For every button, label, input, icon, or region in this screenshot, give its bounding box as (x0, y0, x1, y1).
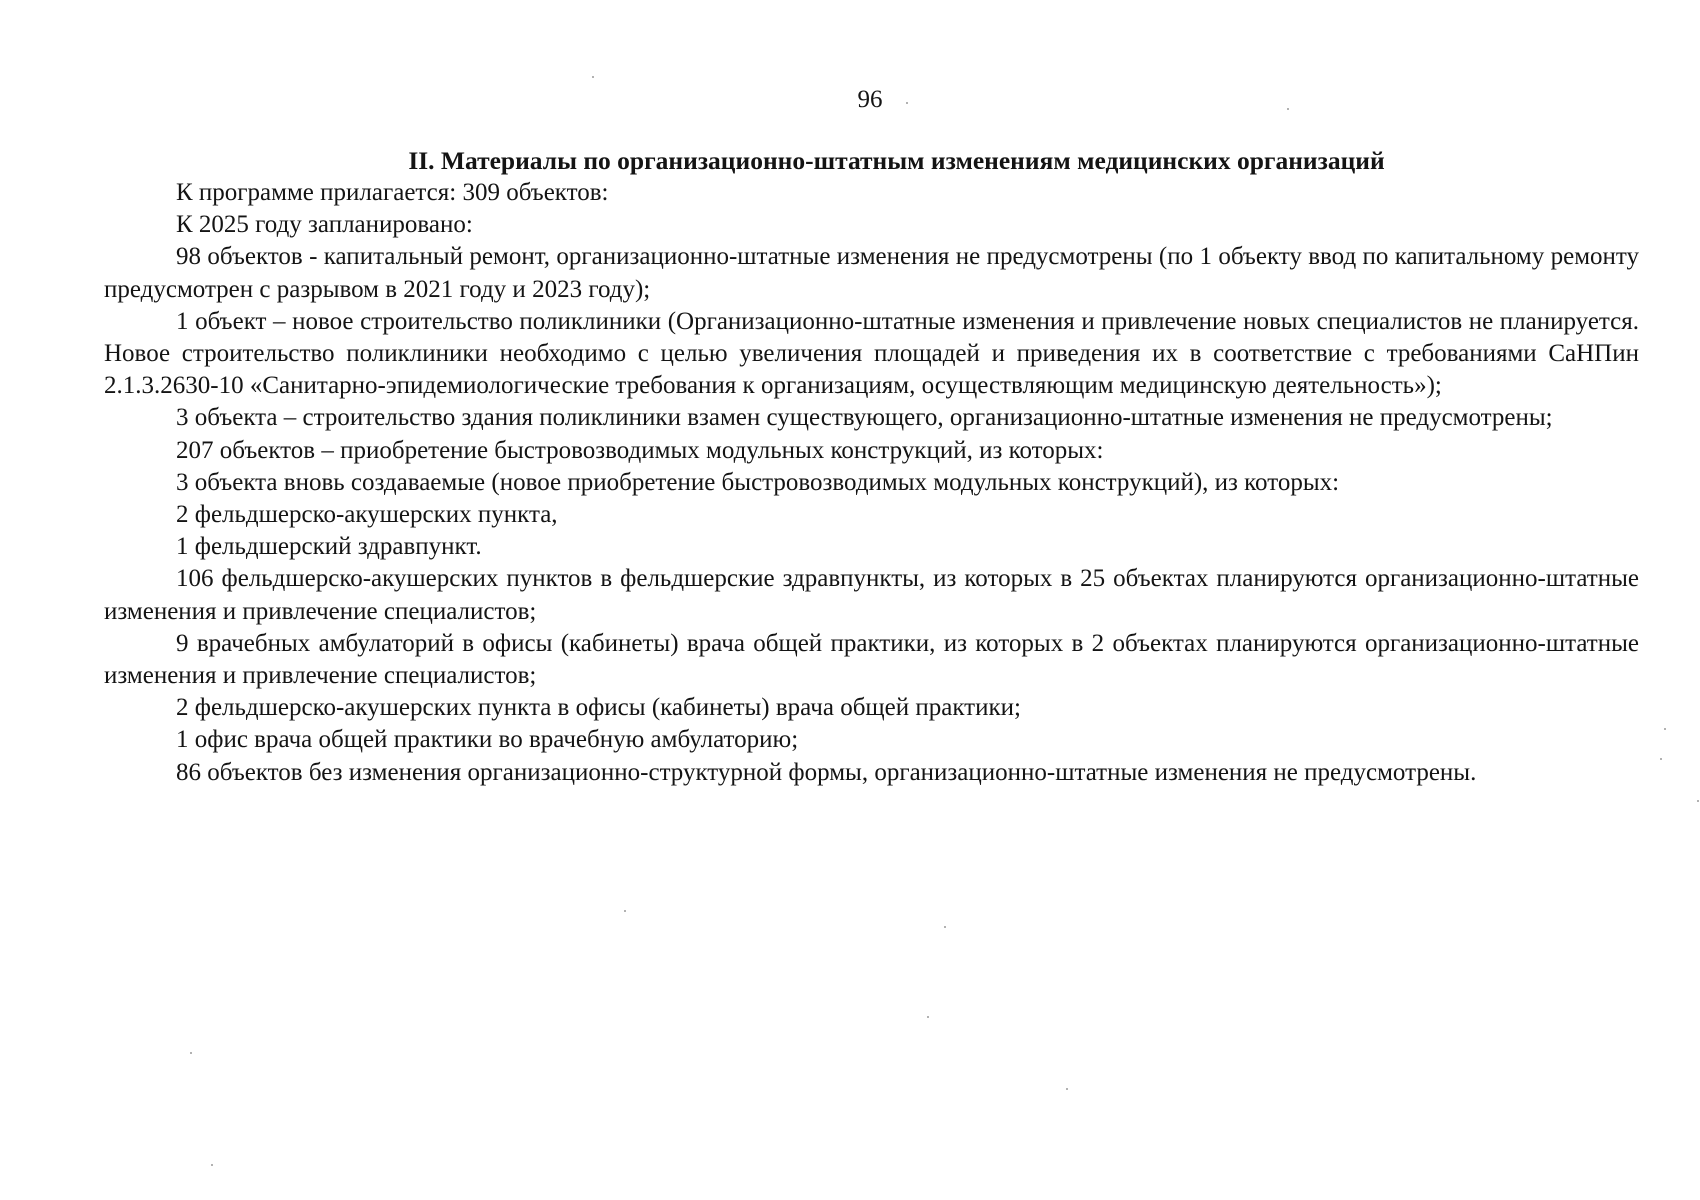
paragraph-modular-constructions: 207 объектов – приобретение быстровозводимых модульных конструкций, из которых: (176, 436, 1104, 464)
paragraph-fap-points: 2 фельдшерско-акушерских пункта, (176, 501, 558, 529)
paragraph-new-polyclinic: 1 объект – новое строительство поликлиники (Организационно-штатные изменения и привлечение новых специалистов не планируется. Новое строительство поликлиники необходимо с целью увеличения площадей и приведения их в соответствие с требованиями СаНПин 2.1.3.2630-10 «Санитарно-эпидемиологические требования к организациям, осуществляющим медицинскую деятельность»); (104, 307, 1639, 400)
paragraph-ambulatory-conversion: 9 врачебных амбулаторий в офисы (кабинеты) врача общей практики, из которых в 2 объектах планируются организационно-штатные изменения и привлечение специалистов; (104, 629, 1639, 690)
paragraph-replacement-building: 3 объекта – строительство здания поликлиники взамен существующего, организационно-штатные изменения не предусмотрены; (176, 404, 1553, 432)
scan-speck (1664, 728, 1666, 730)
scan-speck (211, 1164, 213, 1166)
scan-speck (1697, 800, 1699, 802)
scan-speck (1287, 108, 1289, 110)
paragraph-gp-office-to-ambulatory: 1 офис врача общей практики во врачебную амбулаторию; (176, 726, 799, 754)
paragraph-no-structure-change: 86 объектов без изменения организационно-структурной формы, организационно-штатные изменения не предусмотрены. (176, 758, 1477, 786)
paragraph-fap-conversion: 106 фельдшерско-акушерских пунктов в фельдшерские здравпункты, из которых в 25 объектах планируются организационно-штатные изменения и привлечение специалистов; (104, 565, 1639, 625)
document-body (104, 145, 1639, 789)
paragraph-planned-2025: К 2025 году запланировано: (176, 211, 473, 239)
paragraph-capital-repair: 98 объектов - капитальный ремонт, организационно-штатные изменения не предусмотрены (по 1 объекту ввод по капитальному ремонту предусмотрен с разрывом в 2021 году и 2023 году); (104, 243, 1639, 303)
paragraph-total-objects: К программе прилагается: 309 объектов: (176, 179, 609, 206)
scan-speck (1660, 758, 1662, 760)
paragraph-feldsher-post: 1 фельдшерский здравпункт. (176, 533, 482, 561)
scan-speck (624, 910, 626, 912)
scan-speck (1066, 1088, 1068, 1090)
scan-speck (190, 1052, 192, 1054)
section-heading: II. Материалы по организационно-штатным изменениям медицинских организаций (408, 146, 1385, 175)
paragraph-fap-to-gp-office: 2 фельдшерско-акушерских пункта в офисы (кабинеты) врача общей практики; (176, 694, 1021, 722)
scan-speck (592, 76, 594, 78)
scan-speck (927, 1016, 929, 1018)
scan-speck (944, 926, 946, 928)
page-number: 96 (857, 86, 883, 113)
paragraph-newly-created: 3 объекта вновь создаваемые (новое приобретение быстровозводимых модульных конструкций), из которых: (176, 468, 1340, 496)
scan-speck (906, 102, 908, 104)
